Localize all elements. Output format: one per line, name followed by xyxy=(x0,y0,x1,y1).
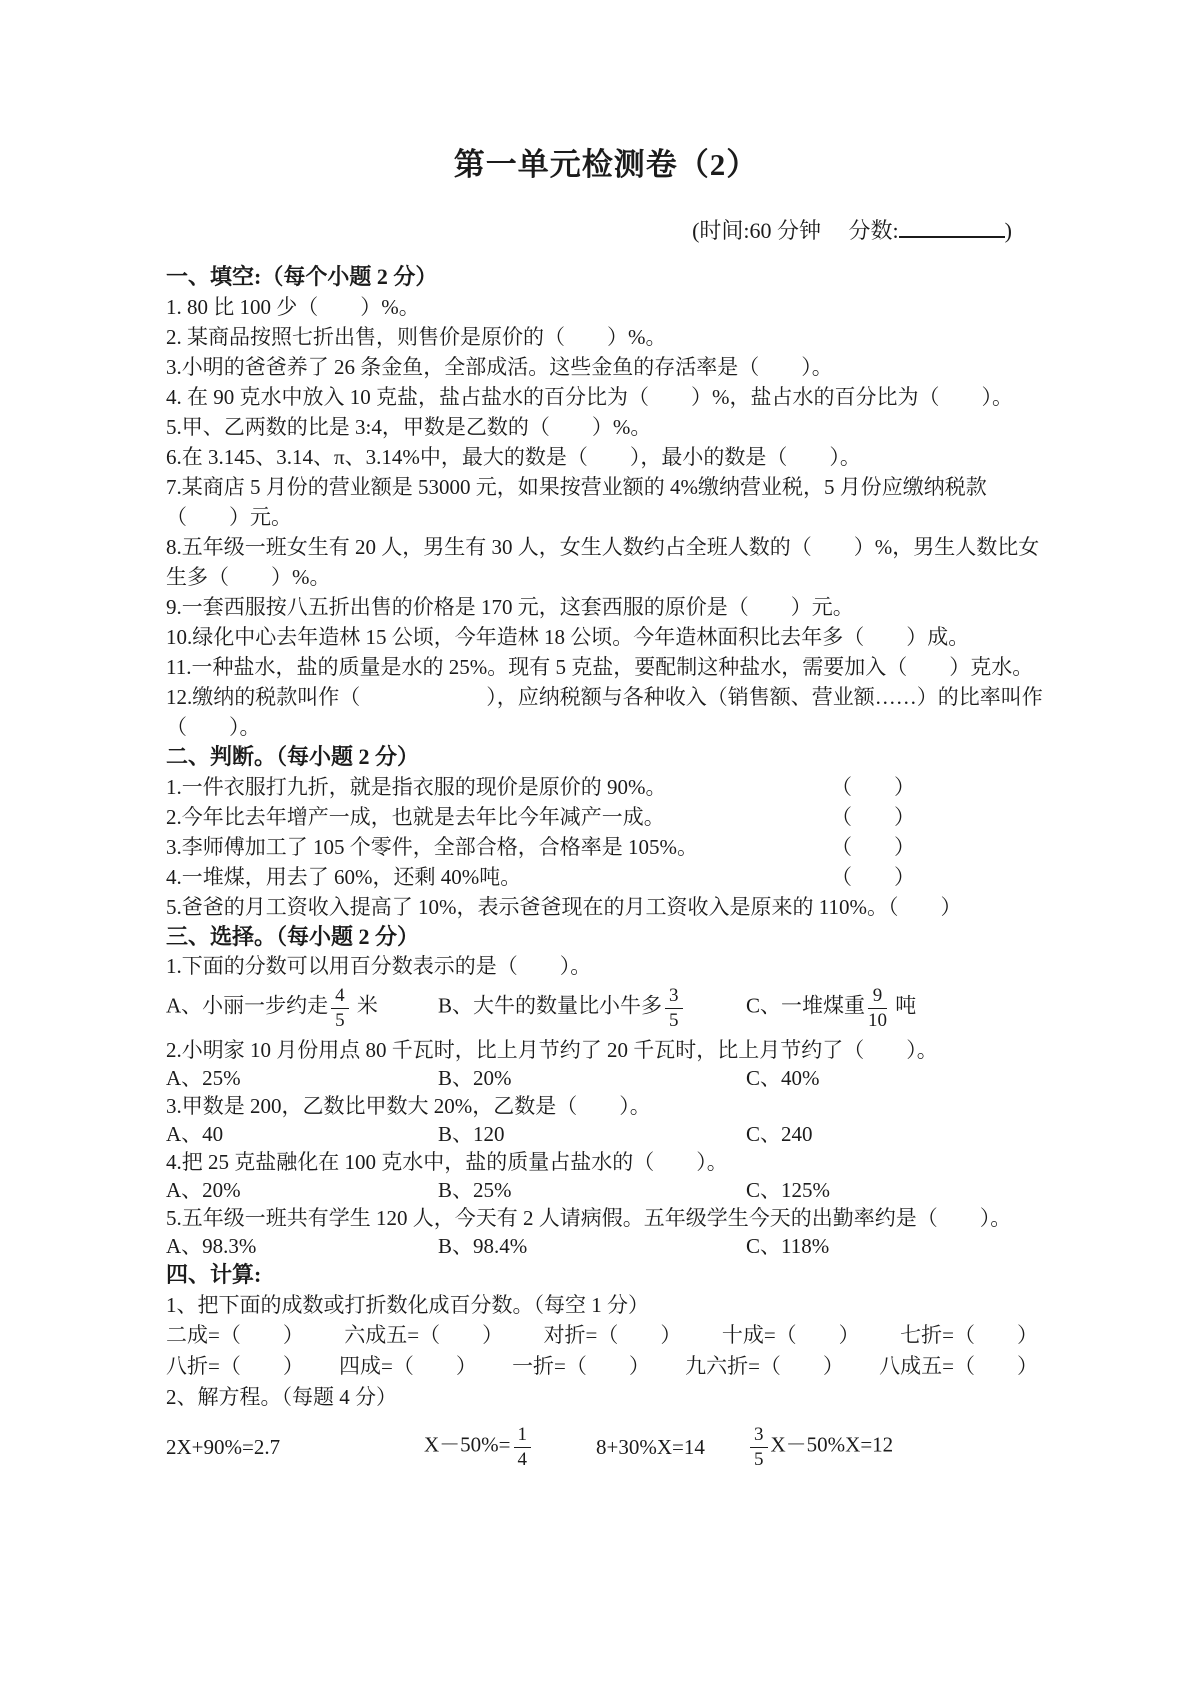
equation-1: 2X+90%=2.7 xyxy=(166,1434,281,1459)
section-multiple-choice xyxy=(166,922,1046,1260)
tf-statement: 2.今年比去年增产一成，也就是去年比今年减产一成。 xyxy=(166,805,665,829)
choice-question-1: 1.下面的分数可以用百分数表示的是（ ）。 xyxy=(166,954,592,978)
tf-statement: 1.一件衣服打九折，就是指衣服的现价是原价的 90%。 xyxy=(166,775,667,799)
equation-4 xyxy=(747,1424,893,1470)
meta-time-score-label: (时间:60 分钟 分数: xyxy=(692,218,899,243)
equation-3: 8+30%X=14 xyxy=(596,1434,705,1459)
conversion-blank: 二成=（ ） xyxy=(166,1323,304,1347)
tf-question-4 xyxy=(166,862,1046,892)
conversion-blank: 七折=（ ） xyxy=(900,1323,1038,1347)
choice-question-4: 4.把 25 克盐融化在 100 克水中，盐的质量占盐水的（ ）。 xyxy=(166,1150,728,1174)
choice-4-options xyxy=(166,1176,1046,1204)
conversion-blank: 九六折=（ ） xyxy=(685,1354,844,1378)
option-c xyxy=(746,985,1046,1031)
option-b: B、120 xyxy=(438,1122,505,1146)
option-text: 米 xyxy=(351,993,378,1018)
fraction xyxy=(514,1424,532,1470)
tf-statement: 3.李师傅加工了 105 个零件，全部合格，合格率是 105%。 xyxy=(166,835,698,859)
choice-3-options xyxy=(166,1120,1046,1148)
conversion-blank: 六成五=（ ） xyxy=(344,1323,504,1347)
fraction-denominator: 5 xyxy=(754,1448,764,1470)
option-c: C、240 xyxy=(746,1122,813,1146)
fraction xyxy=(750,1424,768,1470)
fraction-numerator: 1 xyxy=(514,1424,532,1447)
conversion-blank: 八折=（ ） xyxy=(166,1354,304,1378)
option-a: A、98.3% xyxy=(166,1234,257,1258)
score-blank-line xyxy=(899,216,1005,238)
fill-question-1: 1. 80 比 100 少（ ）%。 xyxy=(166,295,420,319)
fill-question-2: 2. 某商品按照七折出售，则售价是原价的（ ）%。 xyxy=(166,325,667,349)
section4-heading: 四、计算: xyxy=(166,1262,262,1287)
choice-question-5: 5.五年级一班共有学生 120 人，今天有 2 人请病假。五年级学生今天的出勤率约是（ ）。 xyxy=(166,1206,1012,1230)
option-text: B、大牛的数量比小牛多 xyxy=(438,993,663,1018)
conversion-blank: 十成=（ ） xyxy=(721,1323,860,1347)
fraction-denominator: 4 xyxy=(517,1448,528,1470)
fraction-denominator: 5 xyxy=(669,1009,679,1031)
tf-statement: 4.一堆煤，用去了 60%，还剩 40%吨。 xyxy=(166,865,522,889)
conversion-row-1 xyxy=(166,1320,1038,1351)
conversion-blank: 八成五=（ ） xyxy=(879,1354,1038,1378)
option-b xyxy=(438,985,746,1031)
equations-row xyxy=(166,1416,1046,1478)
fraction xyxy=(331,985,349,1031)
fill-question-8: 8.五年级一班女生有 20 人，男生有 30 人，女生人数约占全班人数的（ ）%，男生人数比女生多（ ）%。 xyxy=(166,535,1040,589)
section1-heading: 一、填空:（每个小题 2 分） xyxy=(166,264,438,289)
fill-question-3: 3.小明的爸爸养了 26 条金鱼，全部成活。这些金鱼的存活率是（ ）。 xyxy=(166,355,833,379)
tf-answer-blank: （ ） xyxy=(831,865,915,889)
fraction-numerator: 3 xyxy=(750,1424,768,1447)
fraction-numerator: 3 xyxy=(665,985,683,1008)
fill-question-10: 10.绿化中心去年造林 15 公顷，今年造林 18 公顷。今年造林面积比去年多（ ）成。 xyxy=(166,625,970,649)
option-a: A、20% xyxy=(166,1178,241,1202)
fraction-denominator: 5 xyxy=(335,1009,345,1031)
option-a: A、25% xyxy=(166,1066,241,1090)
conversion-row-2 xyxy=(166,1351,1038,1382)
conversion-blank: 对折=（ ） xyxy=(543,1323,682,1347)
option-c: C、125% xyxy=(746,1178,830,1202)
fill-question-5: 5.甲、乙两数的比是 3:4，甲数是乙数的（ ）%。 xyxy=(166,415,652,439)
fraction-denominator: 10 xyxy=(868,1009,888,1031)
tf-answer-blank: （ ） xyxy=(831,835,915,859)
page-title: 第一单元检测卷（2） xyxy=(453,147,759,182)
choice-question-3: 3.甲数是 200，乙数比甲数大 20%，乙数是（ ）。 xyxy=(166,1094,651,1118)
option-c: C、40% xyxy=(746,1066,820,1090)
section-fill-blanks xyxy=(166,262,1046,742)
section3-heading: 三、选择。（每小题 2 分） xyxy=(166,924,420,949)
meta-close-paren: ) xyxy=(1004,218,1012,243)
calc-subtask-2: 2、解方程。（每题 4 分） xyxy=(166,1385,397,1409)
tf-question-5: 5.爸爸的月工资收入提高了 10%，表示爸爸现在的月工资收入是原来的 110%。（ ） xyxy=(166,895,962,919)
conversion-blank: 一折=（ ） xyxy=(512,1354,650,1378)
exam-meta-line xyxy=(166,214,1046,245)
choice-question-2: 2.小明家 10 月份用点 80 千瓦时，比上月节约了 20 千瓦时，比上月节约了（ ）。 xyxy=(166,1038,938,1062)
fill-question-11: 11.一种盐水，盐的质量是水的 25%。现有 5 克盐，要配制这种盐水，需要加入（ ）克水。 xyxy=(166,655,1034,679)
option-b: B、20% xyxy=(438,1066,512,1090)
fraction xyxy=(665,985,683,1031)
tf-question-2 xyxy=(166,802,1046,832)
choice-1-options xyxy=(166,980,1046,1036)
choice-5-options xyxy=(166,1232,1046,1260)
section-calculation xyxy=(166,1260,1046,1478)
choice-2-options xyxy=(166,1064,1046,1092)
option-text: C、一堆煤重 xyxy=(746,993,866,1018)
fill-question-7: 7.某商店 5 月份的营业额是 53000 元，如果按营业额的 4%缴纳营业税，5 月份应缴纳税款（ ）元。 xyxy=(166,475,987,529)
option-a xyxy=(166,985,438,1031)
section2-heading: 二、判断。（每小题 2 分） xyxy=(166,744,420,769)
tf-question-1 xyxy=(166,772,1046,802)
fill-question-9: 9.一套西服按八五折出售的价格是 170 元，这套西服的原价是（ ）元。 xyxy=(166,595,854,619)
fraction-numerator: 4 xyxy=(331,985,349,1008)
fill-question-6: 6.在 3.145、3.14、π、3.14%中，最大的数是（ ），最小的数是（ ）。 xyxy=(166,445,861,469)
fraction xyxy=(868,985,887,1031)
option-text: 吨 xyxy=(890,993,917,1018)
section-true-false xyxy=(166,742,1046,922)
fill-question-4: 4. 在 90 克水中放入 10 克盐，盐占盐水的百分比为（ ）%，盐占水的百分比为（ ）。 xyxy=(166,385,1013,409)
option-c: C、118% xyxy=(746,1234,830,1258)
equation-text: X－50%X=12 xyxy=(770,1432,894,1457)
option-a: A、40 xyxy=(166,1122,224,1146)
tf-question-3 xyxy=(166,832,1046,862)
calc-subtask-1: 1、把下面的成数或打折数化成百分数。（每空 1 分） xyxy=(166,1293,649,1317)
conversion-blank: 四成=（ ） xyxy=(339,1354,477,1378)
equation-2 xyxy=(424,1424,596,1470)
tf-answer-blank: （ ） xyxy=(831,775,915,799)
fill-question-12: 12.缴纳的税款叫作（ ），应纳税额与各种收入（销售额、营业额……）的比率叫作（ ）。 xyxy=(166,685,1043,739)
option-text: A、小丽一步约走 xyxy=(166,993,329,1018)
tf-answer-blank: （ ） xyxy=(831,805,915,829)
option-b: B、25% xyxy=(438,1178,512,1202)
equation-text: X－50%= xyxy=(424,1432,511,1457)
fraction-numerator: 9 xyxy=(868,985,887,1008)
option-b: B、98.4% xyxy=(438,1234,528,1258)
